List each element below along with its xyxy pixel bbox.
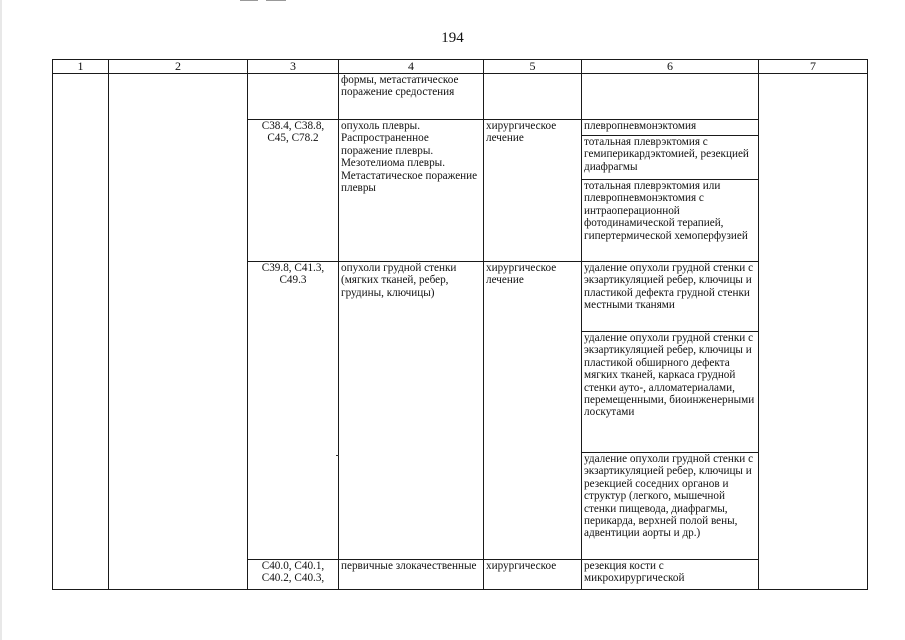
icd-codes-cell: С38.4, С38.8, С45, С78.2 [248, 120, 339, 262]
column-2-cell [109, 74, 248, 590]
method-cell: удаление опухоли грудной стенки с экзартикуляцией ребер, ключицы и резекцией соседних органов и структур (легкого, мышечной стенки пищевода, диафрагмы, перикарда, верхней полой вены, адвентиции аорты и др.) [582, 453, 759, 560]
column-header: 6 [582, 60, 759, 74]
column-header: 2 [109, 60, 248, 74]
column-header: 7 [759, 60, 868, 74]
treatment-cell: хирургическое лечение [484, 120, 582, 262]
icd-codes-cell: С39.8, С41.3, С49.3 [248, 262, 339, 560]
column-header: 1 [53, 60, 109, 74]
column-header: 5 [484, 60, 582, 74]
disease-cell: опухоли грудной стенки (мягких тканей, ребер, грудины, ключицы) [339, 262, 484, 560]
column-1-cell [53, 74, 109, 590]
method-cell: тотальная плеврэктомия или плевропневмонэктомия с интраоперационной фотодинамической терапией, гипертермической хемоперфузией [582, 180, 759, 262]
method-cell: тотальная плеврэктомия с гемиперикардэктомией, резекцией диафрагмы [582, 136, 759, 180]
disease-cell: опухоль плевры. Распространенное поражение плевры. Мезотелиома плевры. Метастатическое поражение плевры [339, 120, 484, 262]
icd-codes-cell [248, 74, 339, 120]
column-header-row [53, 60, 868, 74]
method-cell: плевропневмонэктомия [582, 120, 759, 136]
method-cell: удаление опухоли грудной стенки с экзартикуляцией ребер, ключицы и пластикой обширного дефекта мягких тканей, каркаса грудной стенки ауто-, алломатериалами, перемещенными, биоинженерными лоскутами [582, 332, 759, 453]
medical-care-table [52, 59, 868, 590]
column-header: 3 [248, 60, 339, 74]
treatment-cell: хирургическое [484, 560, 582, 590]
treatment-cell [484, 74, 582, 120]
scan-speck [336, 455, 339, 456]
method-cell [582, 74, 759, 120]
disease-cell: формы, метастатическое поражение средостения [339, 74, 484, 120]
treatment-cell: хирургическое лечение [484, 262, 582, 560]
method-cell: удаление опухоли грудной стенки с экзартикуляцией ребер, ключицы и пластикой дефекта грудной стенки местными тканями [582, 262, 759, 332]
disease-cell: первичные злокачественные [339, 560, 484, 590]
table-row [53, 74, 868, 120]
scan-marks [240, 0, 300, 3]
column-header: 4 [339, 60, 484, 74]
page-number: 194 [441, 30, 464, 46]
method-cell: резекция кости с микрохирургической [582, 560, 759, 590]
icd-codes-cell: С40.0, С40.1, С40.2, С40.3, [248, 560, 339, 590]
column-7-cell [759, 74, 868, 590]
scan-edge [0, 0, 2, 640]
